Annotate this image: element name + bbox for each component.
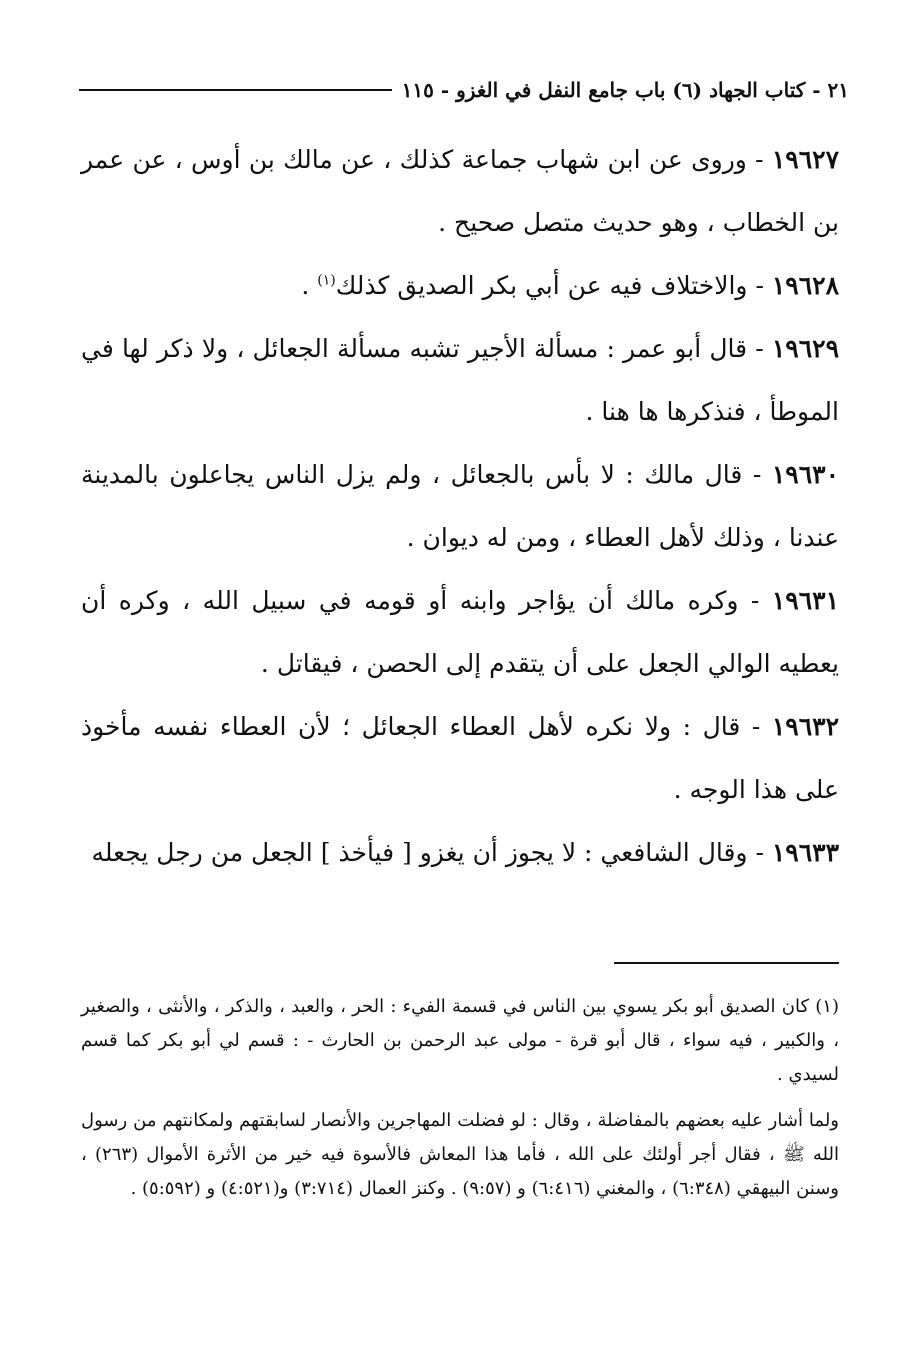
paragraph-number: ١٩٦٢٨ [771, 271, 839, 300]
footnote-rule [614, 962, 839, 964]
running-title: ٢١ - كتاب الجهاد (٦) باب جامع النفل في الغزو - ١١٥ [392, 72, 849, 108]
paragraph-number: ١٩٦٣٣ [771, 838, 839, 867]
running-head [79, 72, 849, 108]
paragraph-number: ١٩٦٣٢ [771, 712, 839, 741]
paragraph-19627 [81, 128, 839, 254]
paragraph-19628 [81, 254, 839, 317]
paragraph-text: - قال : ولا نكره لأهل العطاء الجعائل ؛ لأن العطاء نفسه مأخوذ على هذا الوجه . [81, 712, 839, 804]
paragraph-text: - وروى عن ابن شهاب جماعة كذلك ، عن مالك بن أوس ، عن عمر بن الخطاب ، وهو حديث متصل صحيح . [81, 145, 839, 237]
paragraph-number: ١٩٦٢٧ [771, 145, 839, 174]
footnote-continuation: ولما أشار عليه بعضهم بالمفاضلة ، وقال : لو فضلت المهاجرين والأنصار لسابقتهم ولمكانتهم من رسول الله ﷺ ، فقال أجر أولئك على الله ، فأما هذا المعاش فالأسوة فيه خير من الأثرة الأموال (٢٦٣) ، وسنن البيهقي (٦:٣٤٨) ، والمغني (٦:٤١٦) و (٩:٥٧) . وكنز العمال (٣:٧١٤) و(٤:٥٢١) و (٥:٥٩٢) . [81, 1110, 839, 1199]
paragraph-19630 [81, 443, 839, 569]
paragraph-19633 [81, 821, 839, 884]
paragraph-text: - وقال الشافعي : لا يجوز أن يغزو [ فيأخذ ] الجعل من رجل يجعله [91, 838, 772, 867]
main-text [81, 128, 839, 884]
paragraph-text: - والاختلاف فيه عن أبي بكر الصديق كذلك [335, 271, 772, 300]
paragraph-19632 [81, 695, 839, 821]
paragraph-19631 [81, 569, 839, 695]
paragraph-19629 [81, 317, 839, 443]
footnote-1: (١) كان الصديق أبو بكر يسوي بين الناس في قسمة الفيء : الحر ، والعبد ، والذكر ، والأنثى ، والصغير ، والكبير ، فيه سواء ، قال أبو قرة - مولى عبد الرحمن بن الحارث - : قسم لي أبو بكر كما قسم لسيدي . [81, 996, 839, 1085]
paragraph-text: - قال أبو عمر : مسألة الأجير تشبه مسألة الجعائل ، ولا ذكر لها في الموطأ ، فنذكرها ها هنا . [81, 334, 839, 426]
footnote-ref: (١) [317, 272, 336, 289]
paragraph-number: ١٩٦٣١ [771, 586, 839, 615]
footnotes [81, 990, 839, 1218]
paragraph-text: - قال مالك : لا بأس بالجعائل ، ولم يزل الناس يجاعلون بالمدينة عندنا ، وذلك لأهل العطاء ، ومن له ديوان . [81, 460, 839, 552]
paragraph-tail: . [301, 271, 318, 300]
paragraph-number: ١٩٦٣٠ [771, 460, 839, 489]
paragraph-text: - وكره مالك أن يؤاجر وابنه أو قومه في سبيل الله ، وكره أن يعطيه الوالي الجعل على أن يتقدم إلى الحصن ، فيقاتل . [81, 586, 839, 678]
paragraph-number: ١٩٦٢٩ [771, 334, 839, 363]
